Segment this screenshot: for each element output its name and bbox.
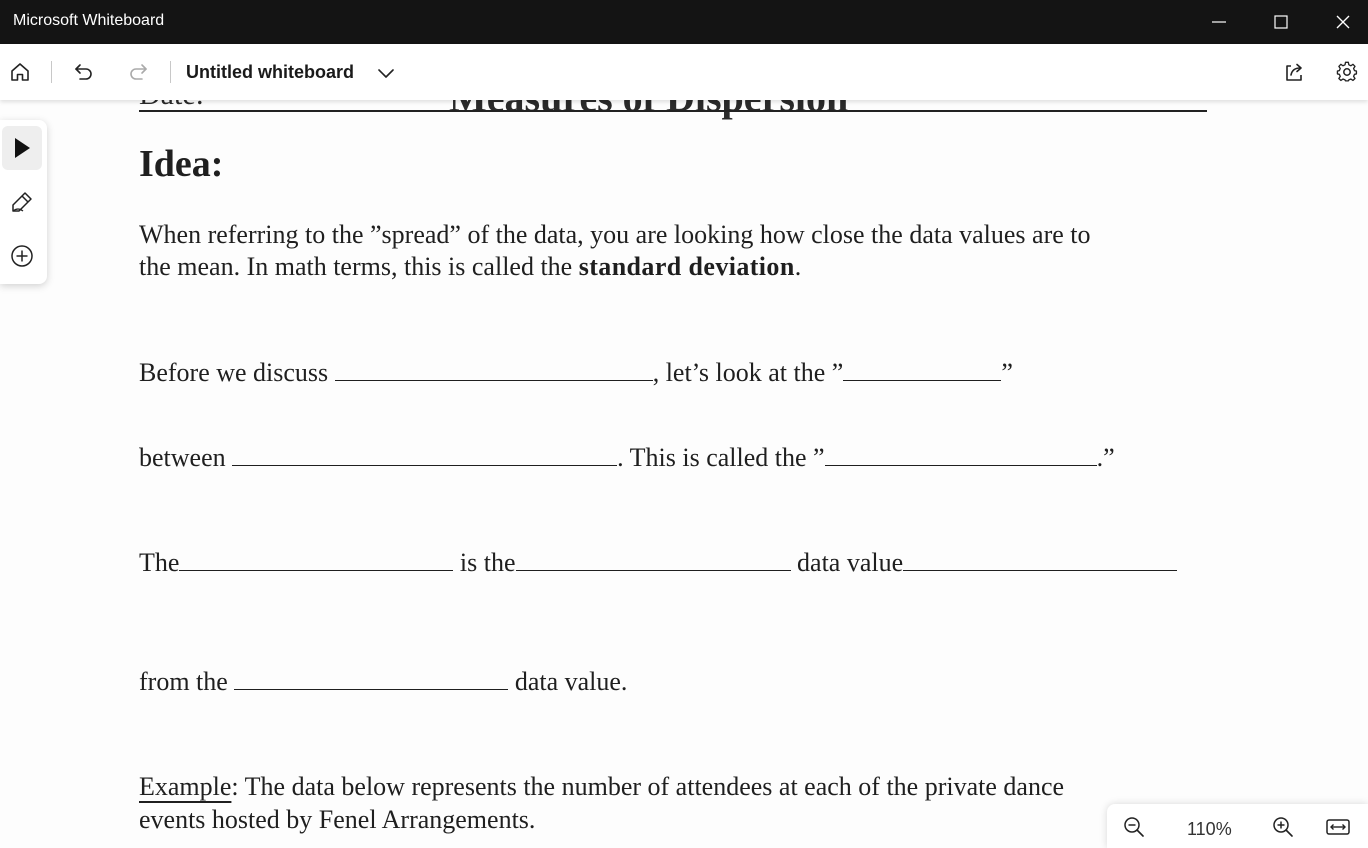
- add-content-button[interactable]: [2, 234, 42, 278]
- fill-sentence-4: from the data value.: [139, 667, 628, 696]
- whiteboard-canvas[interactable]: [0, 100, 1368, 848]
- zoom-controls: [1107, 804, 1368, 848]
- undo-icon: [73, 61, 95, 83]
- close-icon: [1335, 14, 1351, 30]
- blank-line: [232, 446, 617, 466]
- zoom-out-button[interactable]: [1121, 814, 1149, 842]
- blank-line: [179, 551, 453, 571]
- zoom-in-button[interactable]: [1270, 814, 1298, 842]
- settings-button[interactable]: [1331, 56, 1363, 88]
- example-label: Example: [139, 772, 232, 801]
- title-bar: [0, 0, 1368, 44]
- fit-to-screen-button[interactable]: [1325, 814, 1353, 842]
- tool-rail: [0, 120, 47, 284]
- blank-line: [335, 361, 653, 381]
- maximize-button[interactable]: [1250, 0, 1312, 44]
- intro-line-1: When referring to the ”spread” of the data, you are looking how close the data values are to: [139, 220, 1091, 249]
- toolbar-separator: [51, 61, 52, 83]
- minimize-button[interactable]: [1188, 0, 1250, 44]
- toolbar-separator: [170, 61, 171, 83]
- maximize-icon: [1273, 14, 1289, 30]
- zoom-level[interactable]: 110%: [1187, 819, 1232, 839]
- section-heading: Idea:: [139, 143, 224, 185]
- undo-button[interactable]: [68, 56, 100, 88]
- home-button[interactable]: [4, 56, 36, 88]
- share-icon: [1283, 61, 1305, 83]
- home-icon: [9, 61, 31, 83]
- header-rule: [139, 110, 1207, 112]
- fill-sentence-3: The is the data value: [139, 548, 1177, 578]
- blank-line: [234, 670, 508, 690]
- board-menu-button[interactable]: [375, 62, 397, 84]
- inking-tool-button[interactable]: [2, 180, 42, 224]
- fit-screen-icon: [1325, 814, 1351, 840]
- add-circle-icon: [10, 244, 34, 268]
- zoom-in-icon: [1270, 814, 1296, 840]
- pen-icon: [10, 190, 34, 214]
- minimize-icon: [1211, 14, 1227, 30]
- chevron-down-icon: [375, 62, 397, 84]
- example-line-2: events hosted by Fenel Arrangements.: [139, 805, 536, 834]
- blank-line: [825, 446, 1097, 466]
- board-title[interactable]: Untitled whiteboard: [186, 62, 354, 82]
- app-title: Microsoft Whiteboard: [13, 12, 165, 29]
- gear-icon: [1336, 61, 1358, 83]
- blank-line: [843, 361, 1001, 381]
- redo-icon: [127, 61, 149, 83]
- zoom-out-icon: [1121, 814, 1147, 840]
- intro-line-2: the mean. In math terms, this is called the standard deviation.: [139, 252, 802, 281]
- standard-deviation-term: standard deviation: [578, 252, 795, 281]
- blank-line: [903, 551, 1177, 571]
- fill-sentence-2: between . This is called the ” .”: [139, 443, 1115, 472]
- example-line-1: Example: The data below represents the number of attendees at each of the private dance: [139, 772, 1065, 801]
- close-button[interactable]: [1312, 0, 1368, 44]
- blank-line: [516, 551, 791, 571]
- toolbar: [0, 44, 1368, 100]
- redo-button[interactable]: [122, 56, 154, 88]
- share-button[interactable]: [1278, 56, 1310, 88]
- select-tool-button[interactable]: [2, 126, 42, 170]
- pointer-icon: [10, 136, 34, 160]
- fill-sentence-1: Before we discuss , let’s look at the ” ”: [139, 358, 1013, 387]
